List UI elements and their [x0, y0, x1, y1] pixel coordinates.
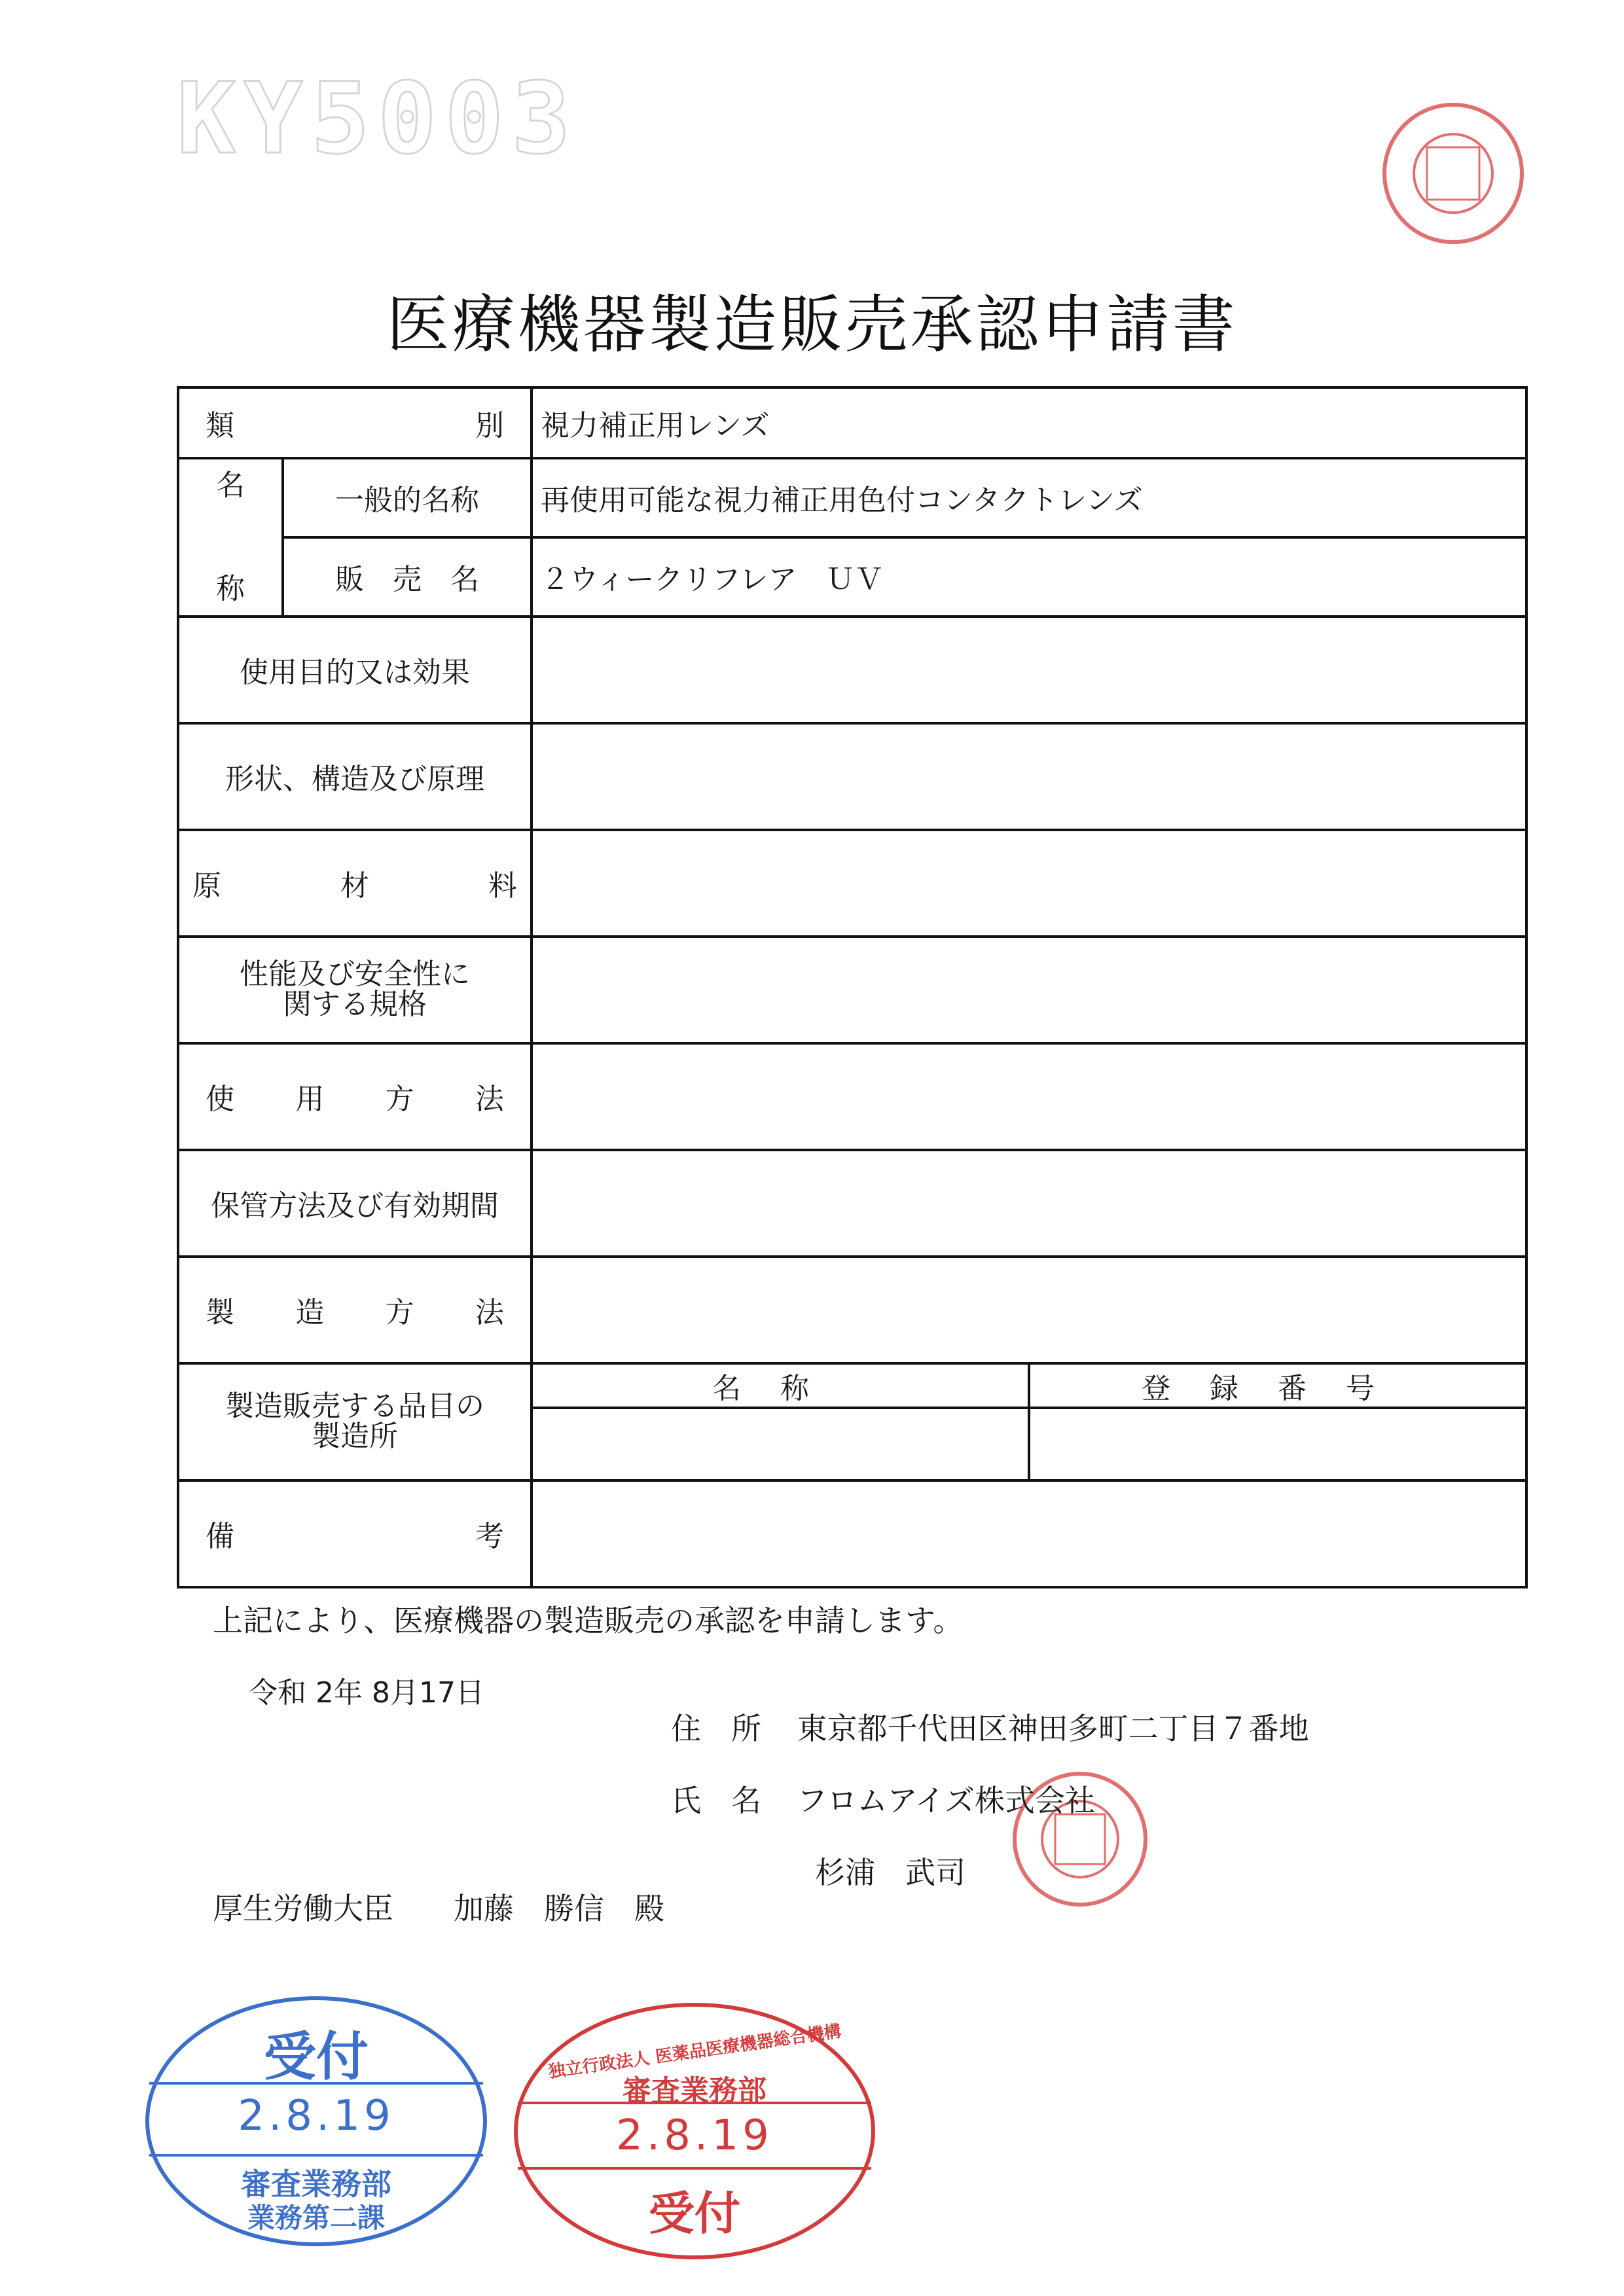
red-stamp-dept: 審査業務部 [623, 2074, 767, 2108]
value-remarks [532, 1480, 1526, 1587]
row-site-header [178, 1363, 1526, 1408]
row-sales-name [178, 537, 1526, 617]
row-usage [178, 1043, 1526, 1150]
label-performance: 性能及び安全性に 関する規格 [178, 937, 532, 1043]
label-category: 類 別 [178, 387, 532, 458]
value-category: 視力補正用レンズ [532, 387, 1526, 458]
row-remarks [178, 1480, 1526, 1587]
row-category [178, 387, 1526, 458]
representative-name: 杉浦 武司 [815, 1855, 965, 1890]
label-materials: 原 材 料 [178, 830, 532, 937]
red-stamp-reception: 受付 [649, 2187, 740, 2240]
label-shape: 形状、構造及び原理 [178, 723, 532, 830]
application-date: 令和 2年 8月17日 [249, 1676, 484, 1710]
name-label: 氏 名 [671, 1783, 761, 1818]
row-general-name [178, 458, 1526, 537]
value-general-name: 再使用可能な視力補正用色付コンタクトレンズ [532, 458, 1526, 537]
addressee: 厚生労働大臣 加藤 勝信 殿 [213, 1891, 664, 1926]
reception-stamp-blue [145, 1996, 487, 2246]
site-registration-cell [1029, 1408, 1526, 1480]
reception-stamp-red [514, 2003, 875, 2259]
label-name-group: 名 称 [178, 458, 283, 617]
document-id-watermark: KY5003 [177, 62, 579, 176]
value-materials [532, 830, 1526, 937]
label-sales-name: 販 売 名 [283, 537, 532, 617]
blue-stamp-date: 2.8.19 [238, 2092, 395, 2140]
value-storage [532, 1150, 1526, 1257]
applicant-address-line [671, 1705, 1309, 1748]
label-usage: 使 用 方 法 [178, 1043, 532, 1150]
row-storage [178, 1150, 1526, 1257]
site-col-name: 名称 [532, 1363, 1029, 1408]
row-purpose [178, 617, 1526, 723]
declaration-text: 上記により、医療機器の製造販売の承認を申請します。 [213, 1603, 964, 1638]
label-storage: 保管方法及び有効期間 [178, 1150, 532, 1257]
blue-stamp-dept: 審査業務部 [241, 2166, 391, 2202]
application-form-table [177, 386, 1528, 1588]
site-name-cell [532, 1408, 1029, 1480]
site-col-registration: 登録番号 [1029, 1363, 1526, 1408]
address-value: 東京都千代田区神田多町二丁目７番地 [797, 1711, 1309, 1746]
row-performance [178, 937, 1526, 1043]
label-manufacturing: 製 造 方 法 [178, 1257, 532, 1363]
label-site: 製造販売する品目の 製造所 [178, 1363, 532, 1480]
row-shape [178, 723, 1526, 830]
value-performance [532, 937, 1526, 1043]
value-manufacturing [532, 1257, 1526, 1363]
blue-stamp-section: 業務第二課 [247, 2202, 385, 2234]
label-remarks: 備 考 [178, 1480, 532, 1587]
value-usage [532, 1043, 1526, 1150]
label-general-name: 一般的名称 [283, 458, 532, 537]
applicant-name-line [671, 1777, 1095, 1820]
value-purpose [532, 617, 1526, 723]
document-title: 医療機器製造販売承認申請書 [386, 288, 1238, 361]
row-manufacturing [178, 1257, 1526, 1363]
red-stamp-organization: 独立行政法人 医薬品医療機器総合機構 [547, 2021, 842, 2083]
company-seal-top [1378, 98, 1528, 249]
address-label: 住 所 [671, 1711, 761, 1746]
company-name: フロムアイズ株式会社 [797, 1783, 1096, 1818]
red-stamp-date: 2.8.19 [616, 2111, 773, 2160]
label-purpose: 使用目的又は効果 [178, 617, 532, 723]
row-materials [178, 830, 1526, 937]
blue-stamp-title: 受付 [264, 2026, 369, 2087]
value-sales-name: ２ウィークリフレア ＵＶ [532, 537, 1526, 617]
value-shape [532, 723, 1526, 830]
